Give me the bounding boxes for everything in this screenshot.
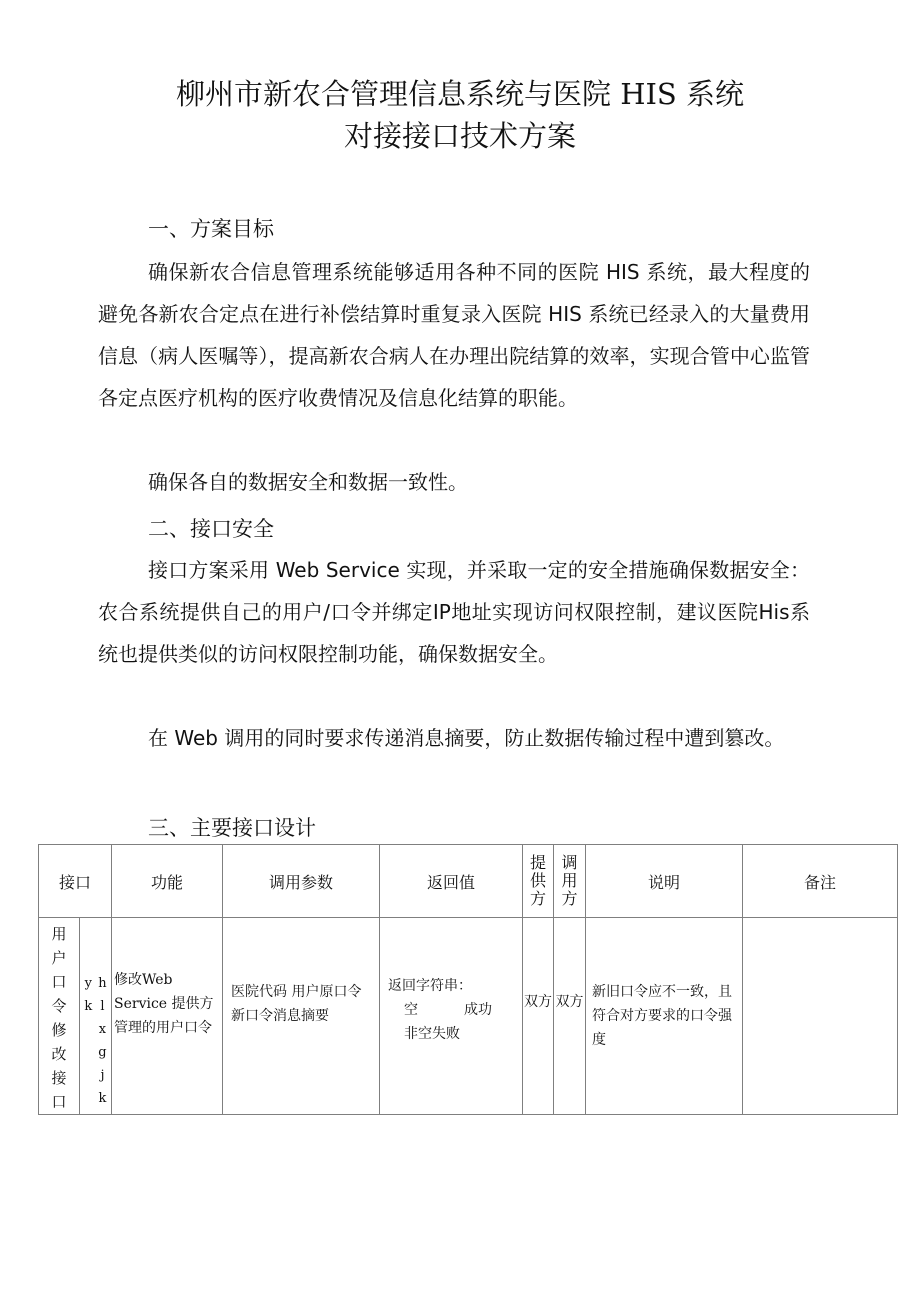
interface-name-char: 接 (51, 1069, 67, 1087)
params-cell (223, 918, 380, 1115)
table-header-row (39, 845, 898, 918)
header-params: 调用参数 (223, 845, 380, 918)
header-remarks: 备注 (743, 845, 898, 918)
header-caller-char: 调 (561, 853, 578, 872)
header-caller-char: 用 (561, 871, 578, 890)
code-char: x (98, 1022, 107, 1037)
document-title-line2: 对接接口技术方案 (343, 119, 576, 153)
table-row (39, 918, 898, 1115)
header-caller (554, 845, 586, 918)
function-text: 修改Web Service 提供方管理的用户口令 (114, 972, 214, 1036)
return-nonempty: 非空失败 (404, 1026, 461, 1042)
interface-name-char: 改 (51, 1045, 67, 1063)
interface-name-char: 口 (51, 1093, 67, 1111)
interface-name-char: 用 (51, 925, 67, 943)
header-function: 功能 (112, 845, 223, 918)
code-char: k (84, 999, 93, 1014)
code-char: l (100, 999, 105, 1014)
header-interface: 接口 (39, 845, 112, 918)
return-cell (380, 918, 523, 1115)
code-char: y (84, 976, 92, 991)
section2-heading: 二、接口安全 (148, 517, 274, 541)
header-provider-char: 供 (530, 871, 547, 890)
description-cell (586, 918, 743, 1115)
code-char: h (98, 976, 107, 991)
return-empty: 空 (404, 1002, 419, 1018)
code-char: j (100, 1068, 105, 1083)
code-char: g (98, 1045, 107, 1060)
header-description: 说明 (586, 845, 743, 918)
interface-name-char: 户 (51, 949, 67, 967)
code-char: k (98, 1091, 107, 1106)
caller-text: 双方 (555, 994, 584, 1010)
section2-paragraph2: 在 Web 调用的同时要求传递消息摘要，防止数据传输过程中遭到篡改。 (148, 726, 785, 750)
interface-name-char: 令 (51, 997, 67, 1015)
section1-paragraph1: 确保新农合信息管理系统能够适用各种不同的医院 HIS 系统，最大程度的避免各新农合定点在进行补偿结算时重复录入医院 HIS 系统已经录入的大量费用信息（病人医嘱等），提高新农合病人在办理出院结算的效率，实现合管中心监管各定点医疗机构的医疗收费情况及信息化结算的职能。 (98, 260, 810, 410)
interface-name-char: 修 (51, 1021, 67, 1039)
interface-name-cell (39, 918, 80, 1115)
return-title: 返回字符串： (388, 978, 473, 994)
provider-text: 双方 (524, 994, 553, 1010)
section3-heading: 三、主要接口设计 (148, 816, 316, 840)
remarks-cell (743, 918, 898, 1115)
document-title-line1: 柳州市新农合管理信息系统与医院 HIS 系统 (175, 77, 745, 111)
description-text: 新旧口令应不一致，且符合对方要求的口令强度 (592, 984, 733, 1048)
header-caller-char: 方 (561, 889, 578, 908)
caller-cell (554, 918, 586, 1115)
header-provider (523, 845, 554, 918)
section2-paragraph1: 接口方案采用 Web Service 实现，并采取一定的安全措施确保数据安全：农合系统提供自己的用户/口令并绑定IP地址实现访问权限控制，建议医院His系统也提供类似的访问权限控制功能，确保数据安全。 (98, 558, 810, 666)
interface-name-char: 口 (51, 973, 67, 991)
return-success: 成功 (464, 1002, 493, 1018)
section1-heading: 一、方案目标 (148, 217, 274, 241)
interface-design-table (38, 844, 898, 1115)
section1-paragraph2: 确保各自的数据安全和数据一致性。 (148, 470, 468, 494)
function-cell (112, 918, 223, 1115)
provider-cell (523, 918, 554, 1115)
interface-code-cell (80, 918, 112, 1115)
header-provider-char: 方 (530, 889, 547, 908)
header-provider-char: 提 (530, 853, 547, 872)
header-return: 返回值 (380, 845, 523, 918)
params-text: 医院代码 用户原口令 新口令消息摘要 (231, 984, 362, 1024)
